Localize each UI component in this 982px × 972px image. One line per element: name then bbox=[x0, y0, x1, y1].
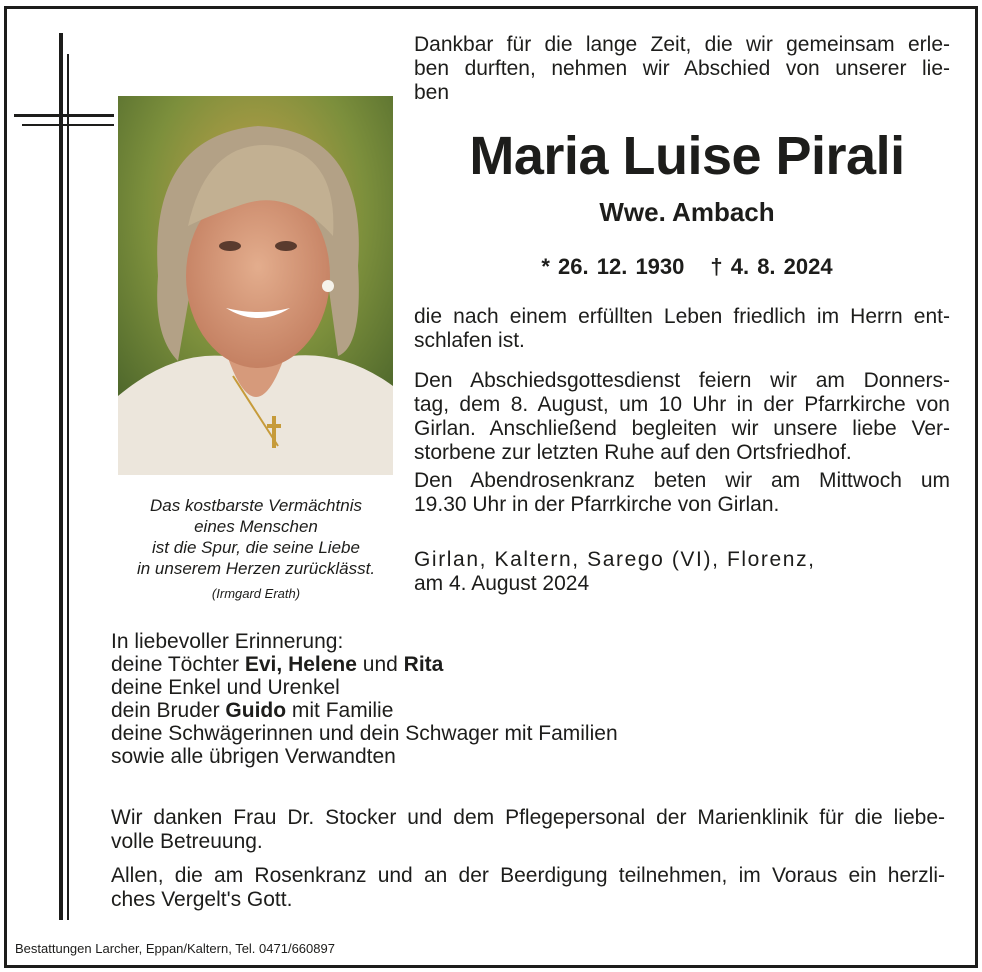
quote-author: (Irmgard Erath) bbox=[211, 586, 301, 601]
mourner-relatives: sowie alle übrigen Verwandten bbox=[111, 745, 396, 768]
memory-heading: In liebevoller Erinnerung: bbox=[111, 630, 344, 653]
paragraph-line: Girlan. Anschließend begleiten wir unsere liebe Ver- bbox=[414, 417, 950, 440]
place-line: Girlan, Kaltern, Sarego (VI), Florenz, bbox=[414, 548, 816, 571]
thanks-line: Allen, die am Rosenkranz und an der Beerdigung teilnehmen, im Voraus ein herzli- bbox=[111, 864, 945, 887]
birth-date: * 26. 12. 1930 bbox=[541, 254, 685, 279]
thanks-line: Wir danken Frau Dr. Stocker und dem Pflegepersonal der Marienklinik für die liebe- bbox=[111, 806, 945, 829]
thanks-line: ches Vergelt's Gott. bbox=[111, 888, 293, 911]
paragraph-line: storbene zur letzten Ruhe auf den Ortsfriedhof. bbox=[414, 441, 852, 464]
death-date: † 4. 8. 2024 bbox=[710, 254, 833, 279]
life-dates bbox=[414, 254, 960, 280]
paragraph-line: 19.30 Uhr in der Pfarrkirche von Girlan. bbox=[414, 493, 780, 516]
portrait-photo bbox=[118, 96, 393, 475]
paragraph-line: schlafen ist. bbox=[414, 329, 525, 352]
quote-line: eines Menschen bbox=[194, 517, 318, 536]
mourner-in-laws: deine Schwägerinnen und dein Schwager mit Familien bbox=[111, 722, 618, 745]
paragraph-funeral bbox=[414, 369, 950, 465]
paragraph-line: tag, dem 8. August, um 10 Uhr in der Pfarrkirche von bbox=[414, 393, 950, 416]
thanks-line: volle Betreuung. bbox=[111, 830, 263, 853]
memorial-quote bbox=[115, 495, 397, 604]
place-date bbox=[414, 548, 816, 596]
funeral-home-footer: Bestattungen Larcher, Eppan/Kaltern, Tel. 0471/660897 bbox=[15, 941, 335, 956]
paragraph-rosary bbox=[414, 469, 950, 517]
quote-line: in unserem Herzen zurücklässt. bbox=[136, 559, 376, 578]
date-line: am 4. August 2024 bbox=[414, 572, 590, 595]
paragraph-passing bbox=[414, 305, 950, 353]
quote-line: ist die Spur, die seine Liebe bbox=[152, 538, 360, 557]
paragraph-line: Den Abendrosenkranz beten wir am Mittwoch um bbox=[414, 469, 950, 492]
mourner-brother: dein Bruder Guido mit Familie bbox=[111, 699, 394, 722]
mourners-list bbox=[111, 630, 618, 768]
widow-of: Wwe. Ambach bbox=[599, 197, 775, 227]
mourner-grandchildren: deine Enkel und Urenkel bbox=[111, 676, 340, 699]
intro-line: ben bbox=[414, 81, 450, 104]
thanks-attendees bbox=[111, 864, 945, 912]
quote-line: Das kostbarste Vermächtnis bbox=[150, 496, 362, 515]
intro-text bbox=[414, 33, 950, 105]
paragraph-line: die nach einem erfüllten Leben friedlich im Herrn ent- bbox=[414, 305, 950, 328]
mourner-daughters: deine Töchter Evi, Helene und Rita bbox=[111, 653, 444, 676]
intro-line: ben durften, nehmen wir Abschied von unserer lie- bbox=[414, 57, 950, 80]
thanks-clinic bbox=[111, 806, 945, 854]
intro-line: Dankbar für die lange Zeit, die wir gemeinsam erle- bbox=[414, 33, 950, 56]
paragraph-line: Den Abschiedsgottesdienst feiern wir am Donners- bbox=[414, 369, 950, 392]
deceased-name: Maria Luise Pirali bbox=[469, 126, 905, 186]
